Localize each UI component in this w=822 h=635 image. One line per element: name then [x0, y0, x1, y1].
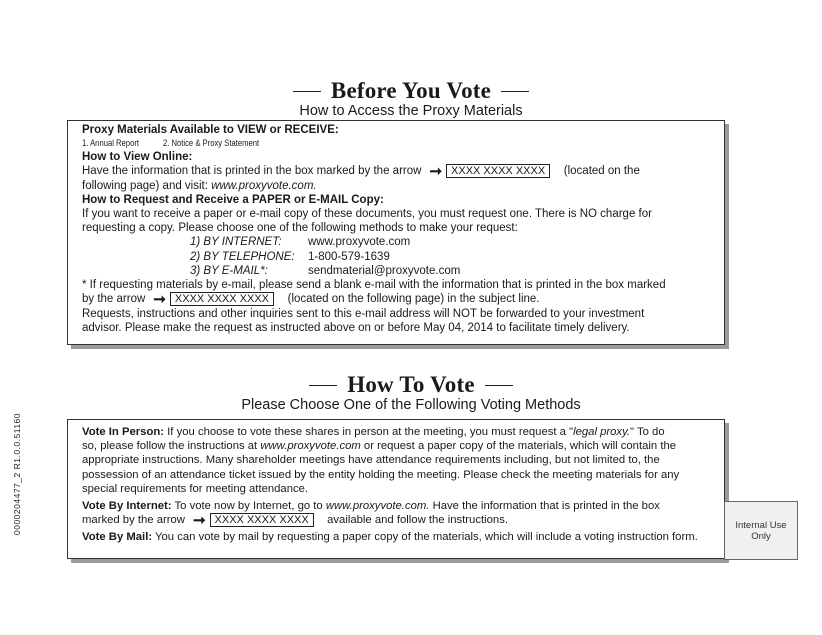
- materials-heading: Proxy Materials Available to VIEW or RECEIVE:: [82, 124, 339, 136]
- arrow-right-icon: ➞: [192, 511, 206, 529]
- material-item: 2. Notice & Proxy Statement: [163, 138, 260, 149]
- title-rule-left: [293, 91, 321, 92]
- vote-by-mail: Vote By Mail: You can vote by mail by requesting a paper copy of the materials, which will include a voting instruction form.: [82, 531, 698, 544]
- control-number-box: XXXX XXXX XXXX: [210, 513, 314, 527]
- view-online-heading: How to View Online:: [82, 151, 193, 164]
- method-email-value[interactable]: sendmaterial@proxyvote.com: [308, 264, 461, 277]
- vote-in-person-3: appropriate instructions. Many shareholder meetings have attendance requirements including, but not limited to, the: [82, 454, 660, 467]
- proxyvote-link[interactable]: www.proxyvote.com.: [211, 179, 317, 192]
- vote-by-internet-2: marked by the arrow ➞ XXXX XXXX XXXX available and follow the instructions.: [82, 511, 508, 529]
- request-text: If you want to receive a paper or e-mail copy of these documents, you must request one. There is NO charge for: [82, 208, 652, 221]
- before-vote-title: Before You Vote: [0, 78, 822, 104]
- request-heading: How to Request and Receive a PAPER or E-MAIL Copy:: [82, 193, 384, 206]
- vote-in-person: Vote In Person: If you choose to vote these shares in person at the meeting, you must request a "legal proxy." To do: [82, 426, 665, 438]
- method-email: 3) BY E-MAIL*: sendmaterial@proxyvote.com: [190, 264, 461, 277]
- email-note: * If requesting materials by e-mail, please send a blank e-mail with the information that is printed in the box marked: [82, 279, 666, 292]
- before-vote-heading: [0, 78, 822, 119]
- proxyvote-link[interactable]: www.proxyvote.com: [260, 440, 361, 453]
- proxy-materials-panel: [67, 120, 725, 345]
- method-telephone: 2) BY TELEPHONE: 1-800-579-1639: [190, 250, 390, 263]
- vote-in-person-5: special requirements for meeting attendance.: [82, 482, 309, 495]
- view-online-text: Have the information that is printed in the box marked by the arrow ➞ XXXX XXXX XXXX (located on the: [82, 162, 640, 180]
- how-to-vote-subtitle: Please Choose One of the Following Voting Methods: [241, 397, 581, 413]
- method-internet-value[interactable]: www.proxyvote.com: [308, 236, 411, 249]
- arrow-right-icon: ➞: [429, 162, 443, 180]
- internal-use-box: Internal Use Only: [724, 501, 798, 560]
- requests-note: Requests, instructions and other inquiries sent to this e-mail address will NOT be forwarded to your investment: [82, 307, 645, 320]
- materials-list: [82, 137, 710, 150]
- control-number-box: XXXX XXXX XXXX: [446, 164, 550, 178]
- document-side-code: 0000204477_2 R1.0.0.51160: [12, 413, 22, 535]
- title-rule-right: [485, 385, 513, 386]
- vote-in-person-2: so, please follow the instructions at www.proxyvote.com or request a paper copy of the materials, which will contain the: [82, 440, 677, 453]
- proxyvote-link[interactable]: www.proxyvote.com.: [325, 500, 430, 513]
- title-rule-right: [501, 91, 529, 92]
- how-to-vote-heading: [0, 372, 822, 413]
- request-methods: [190, 235, 710, 278]
- view-online-text-cont: following page) and visit: www.proxyvote.com.: [82, 179, 317, 192]
- voting-methods-panel: [67, 419, 725, 559]
- title-rule-left: [309, 385, 337, 386]
- request-text-cont: requesting a copy. Please choose one of the following methods to make your request:: [82, 222, 518, 235]
- material-item: 1. Annual Report: [82, 138, 140, 149]
- requests-note-cont: advisor. Please make the request as instructed above on or before May 04, 2014 to facilitate timely delivery.: [82, 321, 630, 334]
- before-vote-subtitle: How to Access the Proxy Materials: [299, 103, 523, 119]
- arrow-right-icon: ➞: [153, 290, 166, 308]
- how-to-vote-title: How To Vote: [0, 372, 822, 398]
- control-number-box: XXXX XXXX XXXX: [170, 292, 274, 306]
- email-note-cont: by the arrow ➞ XXXX XXXX XXXX (located on the following page) in the subject line.: [82, 290, 540, 308]
- method-telephone-value[interactable]: 1-800-579-1639: [308, 250, 390, 263]
- vote-by-internet: Vote By Internet: To vote now by Internet, go to www.proxyvote.com. Have the information that is printed in the box: [82, 500, 660, 513]
- vote-in-person-4: possession of an attendance ticket issued by the entity holding the meeting. Please check the meeting materials for any: [82, 468, 680, 481]
- method-internet: 1) BY INTERNET: www.proxyvote.com: [190, 236, 411, 249]
